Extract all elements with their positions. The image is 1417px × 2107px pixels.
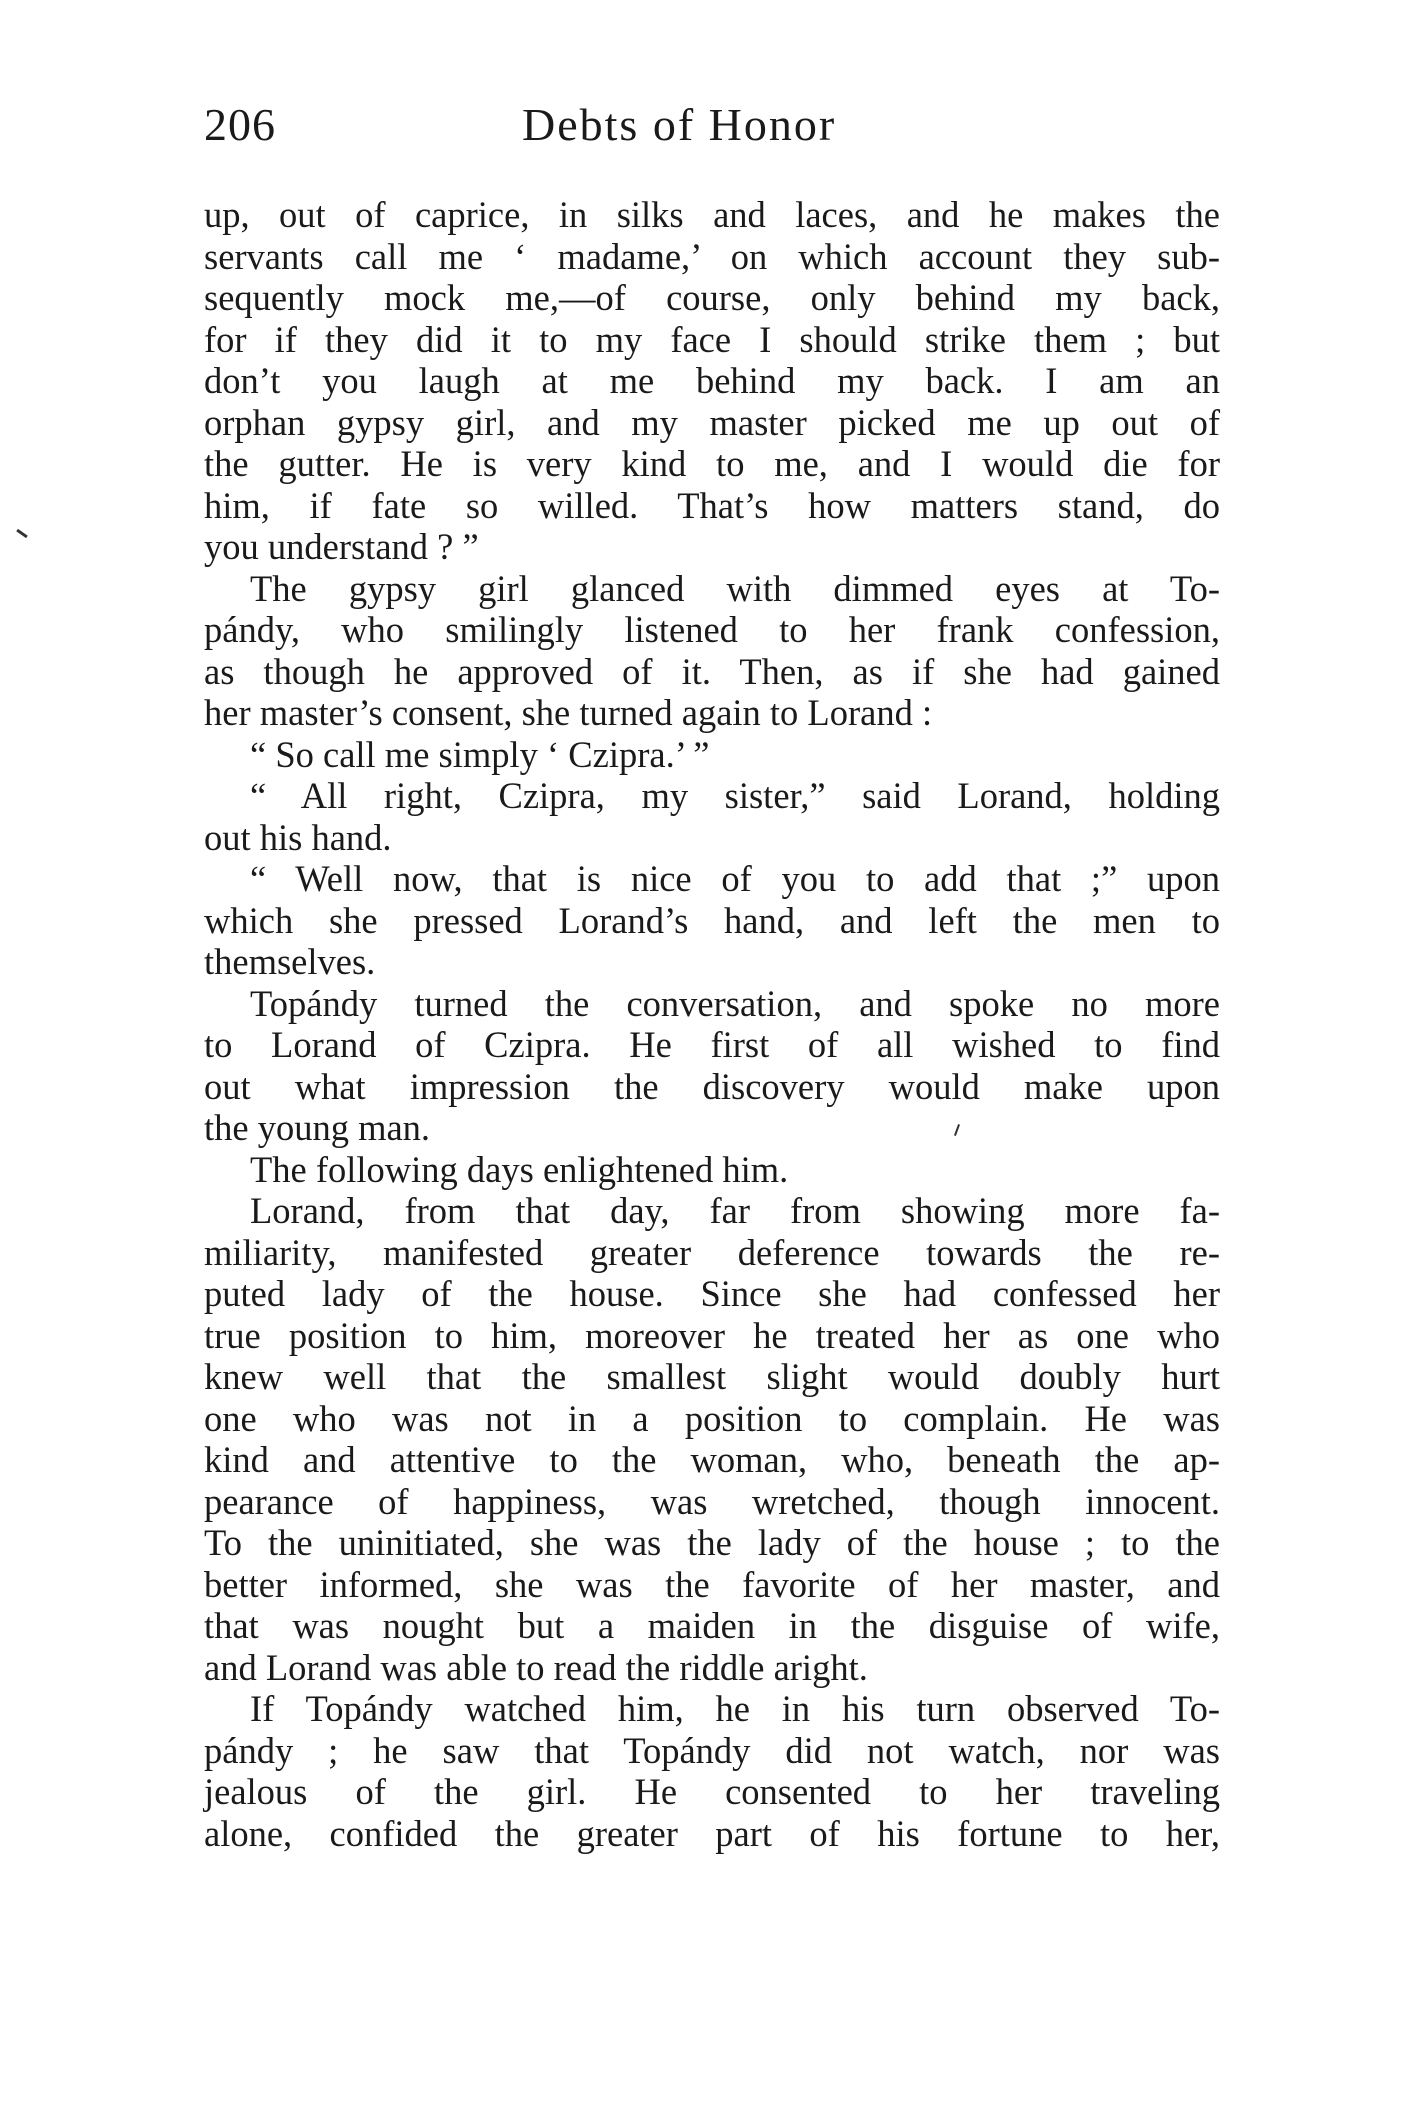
text-line: “ So call me simply ‘ Czipra.’ ”	[250, 733, 710, 775]
text-line: better informed, she was the favorite of her master, and	[204, 1563, 1220, 1605]
page-header	[204, 98, 1224, 158]
text-line: themselves.	[204, 941, 376, 982]
text-line: pándy, who smilingly listened to her frank confession,	[204, 609, 1220, 650]
text-line: “ Well now, that is nice of you to add that ;” upon	[250, 858, 1220, 899]
page-number: 206	[204, 99, 276, 150]
text-line: true position to him, moreover he treated her as one who	[204, 1314, 1220, 1356]
text-line: her master’s consent, she turned again to Lorand :	[204, 692, 933, 733]
text-line: out his hand.	[204, 816, 392, 858]
text-line: Topándy turned the conversation, and spoke no more	[250, 982, 1220, 1024]
text-line: him, if fate so willed. That’s how matters stand, do	[204, 484, 1220, 526]
text-line: to Lorand of Czipra. He first of all wished to find	[204, 1024, 1220, 1065]
text-line: you understand ? ”	[204, 526, 479, 567]
text-line: servants call me ‘ madame,’ on which account they sub-	[204, 235, 1220, 277]
text-line: one who was not in a position to complain. He was	[204, 1397, 1220, 1439]
text-line: up, out of caprice, in silks and laces, and he makes the	[204, 194, 1220, 235]
text-line: miliarity, manifested greater deference towards the re-	[204, 1231, 1220, 1273]
text-line: pándy ; he saw that Topándy did not watch, nor was	[204, 1729, 1220, 1771]
text-line: which she pressed Lorand’s hand, and left the men to	[204, 899, 1220, 941]
scan-mark	[16, 529, 28, 538]
text-line: out what impression the discovery would make upon	[204, 1065, 1220, 1107]
text-line: The following days enlightened him.	[250, 1148, 789, 1190]
text-line: To the uninitiated, she was the lady of the house ; to the	[204, 1522, 1220, 1563]
text-line: orphan gypsy girl, and my master picked me up out of	[204, 401, 1220, 443]
text-line: for if they did it to my face I should strike them ; but	[204, 318, 1220, 360]
text-line: that was nought but a maiden in the disguise of wife,	[204, 1605, 1220, 1646]
text-line: don’t you laugh at me behind my back. I am an	[204, 360, 1220, 401]
running-title: Debts of Honor	[522, 99, 837, 150]
text-line: kind and attentive to the woman, who, beneath the ap-	[204, 1439, 1220, 1480]
text-line: puted lady of the house. Since she had confessed her	[204, 1273, 1220, 1314]
text-line: knew well that the smallest slight would doubly hurt	[204, 1356, 1220, 1397]
text-line: sequently mock me,—of course, only behind my back,	[204, 277, 1220, 318]
text-line: “ All right, Czipra, my sister,” said Lorand, holding	[250, 775, 1220, 816]
text-line: and Lorand was able to read the riddle aright.	[204, 1646, 868, 1688]
text-line: the young man.	[204, 1107, 431, 1148]
body-text	[204, 194, 1220, 1854]
text-line: The gypsy girl glanced with dimmed eyes at To-	[250, 567, 1220, 609]
text-line: Lorand, from that day, far from showing more fa-	[250, 1190, 1220, 1231]
text-line: alone, confided the greater part of his fortune to her,	[204, 1812, 1220, 1854]
text-line: the gutter. He is very kind to me, and I would die for	[204, 443, 1220, 484]
text-line: as though he approved of it. Then, as if she had gained	[204, 650, 1220, 692]
text-line: jealous of the girl. He consented to her traveling	[204, 1771, 1220, 1812]
text-line: If Topándy watched him, he in his turn observed To-	[250, 1688, 1220, 1729]
text-line: pearance of happiness, was wretched, though innocent.	[204, 1480, 1220, 1522]
